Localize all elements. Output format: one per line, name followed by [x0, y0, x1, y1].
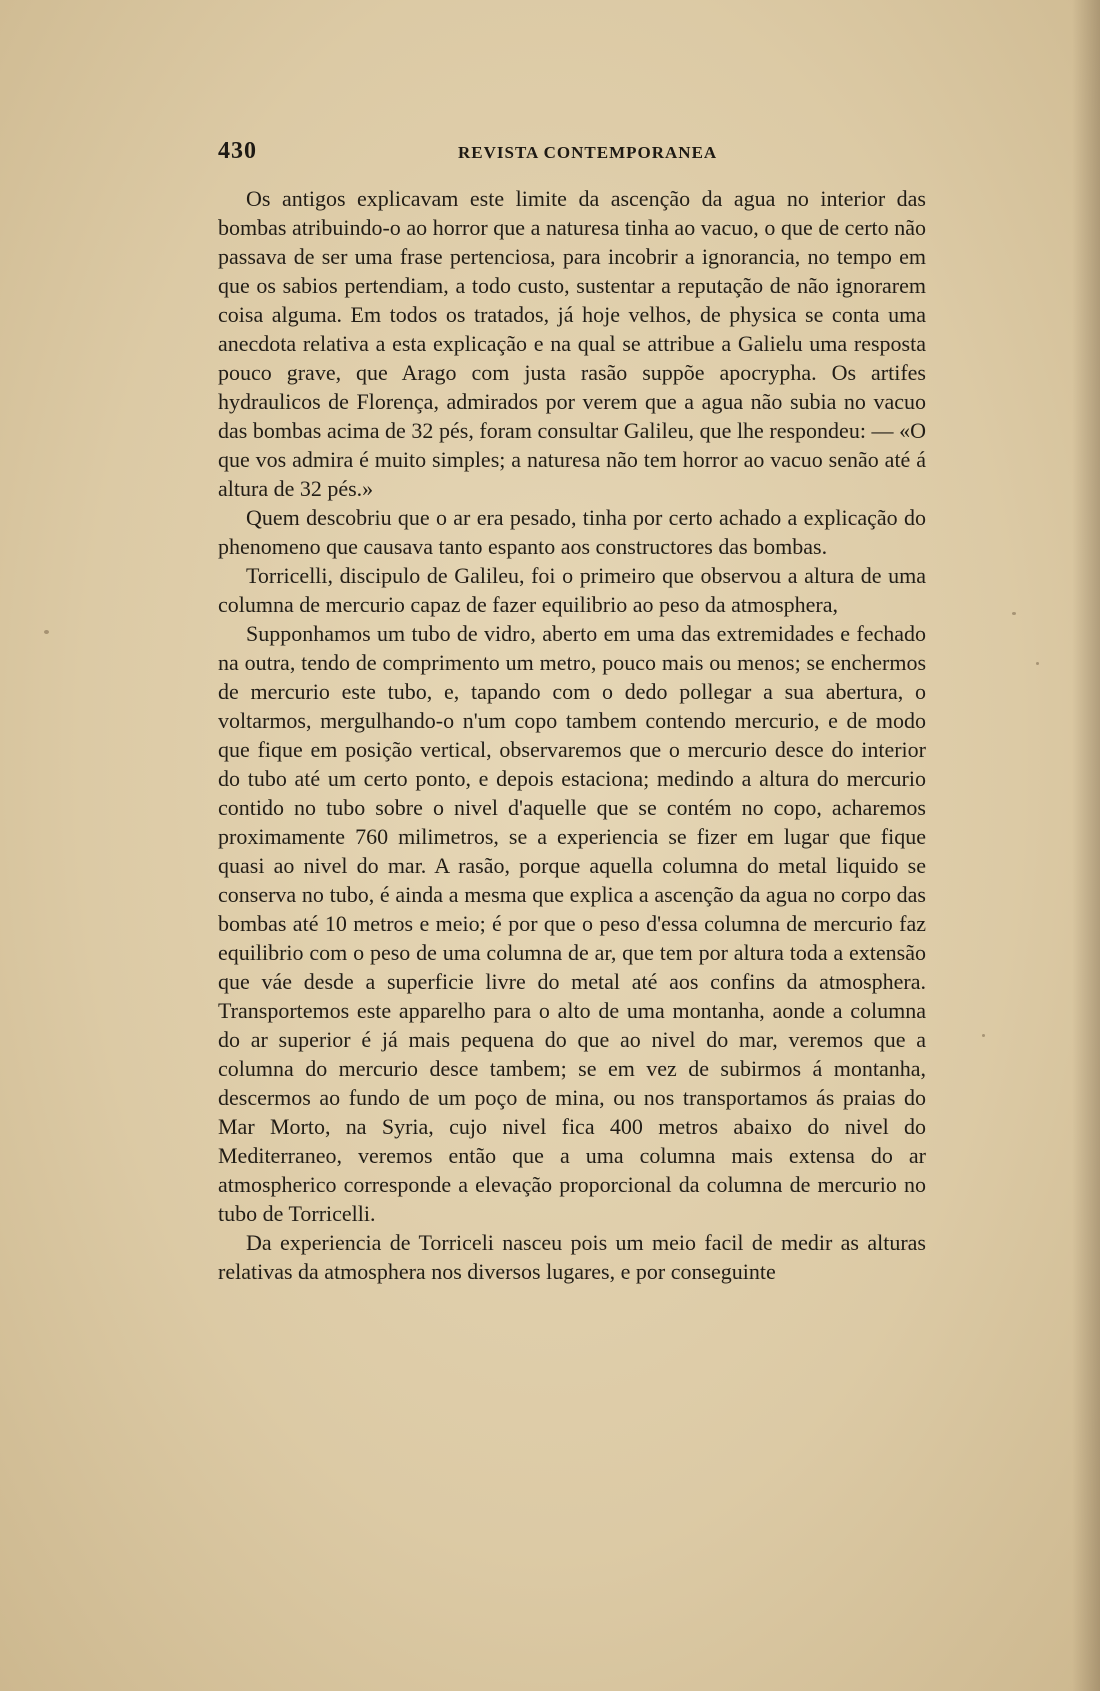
paper-speck	[1012, 612, 1016, 615]
paragraph: Torricelli, discipulo de Galileu, foi o primeiro que observou a altura de uma columna de mercurio capaz de fazer equilibrio ao peso da atmosphera,	[218, 563, 926, 617]
paragraph: Os antigos explicavam este limite da ascenção da agua no interior das bombas atribuindo-o ao horror que a naturesa tinha ao vacuo, o que de certo não passava de ser uma frase pertenciosa, para incobrir a ignorancia, no tempo em que os sabios pertendiam, a todo custo, sustentar a reputação de não ignorarem coisa alguma. Em todos os tratados, já hoje velhos, de physica se conta uma anecdota relativa a esta explicação e na qual se attribue a Galielu uma resposta pouco grave, que Arago com justa rasão suppõe apocrypha. Os artifes hydraulicos de Florença, admirados por verem que a agua não subia no vacuo das bombas acima de 32 pés, foram consultar Galileu, que lhe respondeu: — «O que vos admira é muito simples; a naturesa não tem horror ao vacuo senão até á altura de 32 pés.»	[218, 186, 926, 501]
paragraph: Da experiencia de Torriceli nasceu pois um meio facil de medir as alturas relativas da atmosphera nos diversos lugares, e por conseguinte	[218, 1230, 926, 1284]
paper-speck	[44, 630, 49, 634]
paper-speck	[982, 1034, 985, 1037]
running-title: REVISTA CONTEMPORANEA	[458, 143, 718, 162]
paragraph: Supponhamos um tubo de vidro, aberto em uma das extremidades e fechado na outra, tendo de comprimento um metro, pouco mais ou menos; se enchermos de mercurio este tubo, e, tapando com o dedo pollegar a sua abertura, o voltarmos, mergulhando-o n'um copo tambem contendo mercurio, e de modo que fique em posição vertical, observaremos que o mercurio desce do interior do tubo até um certo ponto, e depois estaciona; medindo a altura do mercurio contido no tubo sobre o nivel d'aquelle que se contém no copo, acharemos proximamente 760 milimetros, se a experiencia se fizer em lugar que fique quasi ao nivel do mar. A rasão, porque aquella columna do metal liquido se conserva no tubo, é ainda a mesma que explica a ascenção da agua no corpo das bombas até 10 metros e meio; é por que o peso d'essa columna de mercurio faz equilibrio com o peso de uma columna de ar, que tem por altura toda a extensão que váe desde a superficie livre do metal até aos confins da atmosphera. Transportemos este apparelho para o alto de uma montanha, aonde a columna do ar superior é já mais pequena do que ao nivel do mar, veremos que a columna do mercurio desce tambem; se em vez de subirmos á montanha, descermos ao fundo de um poço de mina, ou nos transportamos ás praias do Mar Morto, na Syria, cujo nivel fica 400 metros abaixo do nivel do Mediterraneo, veremos então que a uma columna mais extensa do ar atmospherico corresponde a elevação proporcional da columna de mercurio no tubo de Torricelli.	[218, 621, 926, 1226]
page-number: 430	[218, 138, 257, 164]
paragraph: Quem descobriu que o ar era pesado, tinha por certo achado a explicação do phenomeno que causava tanto espanto aos constructores das bombas.	[218, 505, 926, 559]
spine-shadow	[1072, 0, 1100, 1691]
body-text	[218, 184, 926, 1286]
page-header	[218, 138, 918, 168]
paper-speck	[1036, 662, 1039, 665]
